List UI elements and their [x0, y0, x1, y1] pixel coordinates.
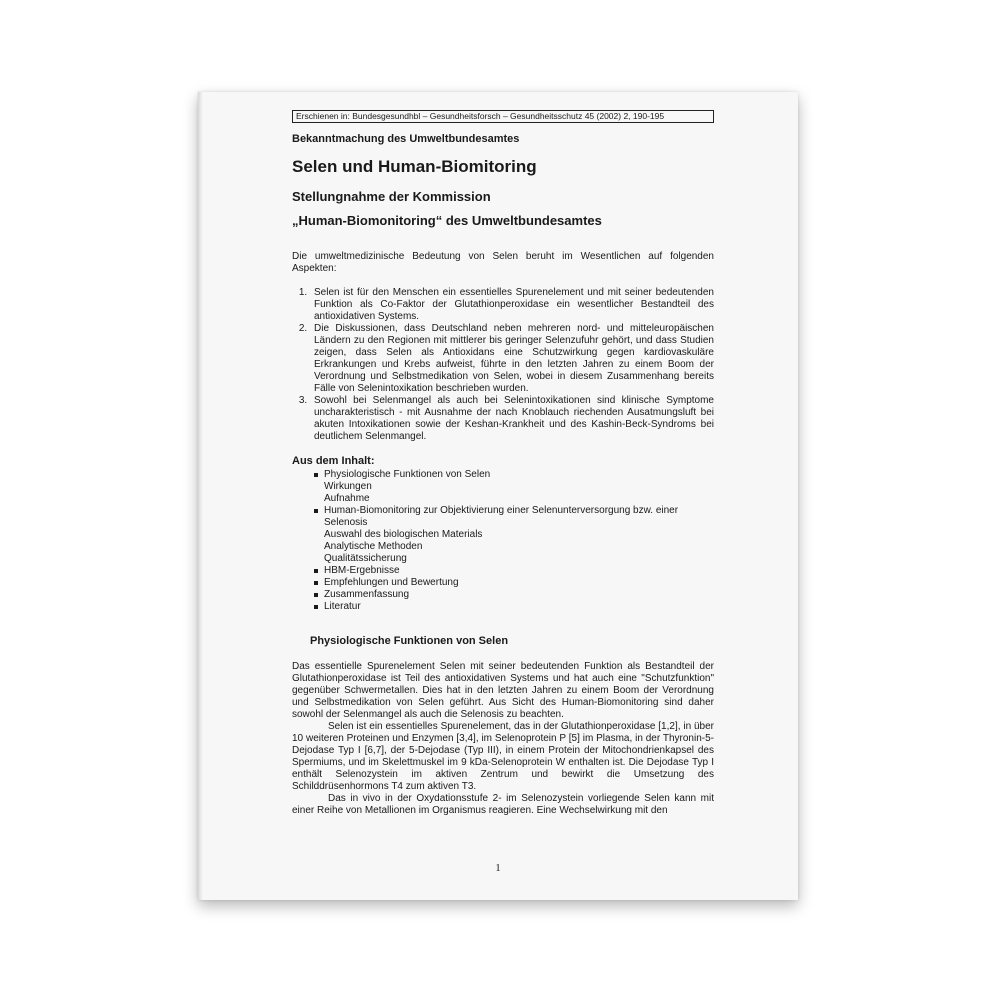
- contents-heading: Aus dem Inhalt:: [292, 455, 375, 467]
- contents-subitem: Aufnahme: [324, 493, 370, 504]
- document-page: [198, 92, 798, 900]
- aspect-item: 2. Die Diskussionen, dass Deutschland neben mehreren nord- und mitteleuropäischen Ländern zu den Regionen mit mittlerer bis geringer Selenzufuhr gehört, und dass Studien zeigen, dass Selen als Antioxidans eine Schutzwirkung gegen kardiovaskuläre Erkrankungen und Krebs aufweist, führte in den letzten Jahren zu einem Boom der Verordnung und Selbstmedikation von Selen, wobei in diesem Zusammenhang bereits Fälle von Selenintoxikation beschrieben wurden.: [310, 323, 714, 395]
- contents-item: [314, 565, 714, 577]
- contents-item: [314, 505, 714, 565]
- contents-item-label: HBM-Ergebnisse: [324, 565, 400, 576]
- body-paragraph: Das in vivo in der Oxydationsstufe 2- im Selenozystein vorliegende Selen kann mit einer Reihe von Metallionen im Organismus reagieren. Eine Wechselwirkung mit den: [292, 793, 714, 816]
- document-subtitle: Stellungnahme der Kommission: [292, 189, 491, 204]
- page-content: [292, 110, 714, 817]
- contents-subitem: Qualitätssicherung: [324, 553, 407, 564]
- document-subtitle-2: „Human-Biomonitoring“ des Umweltbundesamtes: [292, 213, 602, 228]
- contents-list: [292, 469, 714, 613]
- contents-item-label: Human-Biomonitoring zur Objektivierung einer Selenunterversorgung bzw. einer Selenosis: [324, 505, 679, 528]
- aspect-item: 1. Selen ist für den Menschen ein essentielles Spurenelement und mit seiner bedeutenden Funktion als Co-Faktor der Glutathionperoxidase ein wesentlicher Bestandteil des antioxidativen Systems.: [310, 287, 714, 323]
- contents-subitem: Analytische Methoden: [324, 541, 423, 552]
- contents-item-label: Physiologische Funktionen von Selen: [324, 469, 491, 480]
- contents-item: [314, 469, 714, 505]
- contents-item-label: Literatur: [324, 601, 361, 612]
- contents-subitem: Wirkungen: [324, 481, 372, 492]
- announcement-heading: Bekanntmachung des Umweltbundesamtes: [292, 133, 520, 145]
- contents-subitem: Auswahl des biologischen Materials: [324, 529, 483, 540]
- section-heading: Physiologische Funktionen von Selen: [310, 635, 509, 647]
- page-number: 1: [495, 862, 501, 874]
- contents-item-label: Empfehlungen und Bewertung: [324, 577, 459, 588]
- intro-paragraph: Die umweltmedizinische Bedeutung von Selen beruht im Wesentlichen auf folgenden Aspekten:: [292, 251, 714, 274]
- body-paragraph: Das essentielle Spurenelement Selen mit seiner bedeutenden Funktion als Bestandteil der Glutathionperoxidase ist Teil des antioxidativen Systems und hat auch eine "Schutzfunktion" gegenüber Schwermetallen. Dies hat in den letzten Jahren zu einem Boom der Verordnung und Selbstmedikation von Selen geführt. Aus Sicht des Human-Biomonitoring sind daher sowohl der Selenmangel als auch die Selenosis zu beachten.: [292, 661, 714, 720]
- publication-line: Erschienen in: Bundesgesundhbl – Gesundheitsforsch – Gesundheitsschutz 45 (2002) 2, 190-195: [292, 110, 714, 123]
- document-title: Selen und Human-Biomitoring: [292, 157, 537, 176]
- aspect-item: 3. Sowohl bei Selenmangel als auch bei Selenintoxikationen sind klinische Symptome uncharakteristisch - mit Ausnahme der nach Knoblauch riechenden Ausatmungsluft bei akuten Intoxikationen sowie der Keshan-Krankheit und des Kashin-Beck-Syndroms bei deutlichem Selenmangel.: [310, 395, 714, 443]
- aspects-list: [292, 287, 714, 443]
- contents-item: [314, 589, 714, 601]
- contents-item: [314, 601, 714, 613]
- contents-item-label: Zusammenfassung: [324, 589, 410, 600]
- body-paragraph: Selen ist ein essentielles Spurenelement, das in der Glutathionperoxidase [1,2], in über 10 weiteren Proteinen und Enzymen [3,4], im Selenoprotein P [5] im Plasma, in der Thyronin-5-Dejodase Typ I [6,7], der 5-Dejodase (Typ III), in einem Protein der Mitochondrienkapsel des Spermiums, und im Skelettmuskel im 9 kDa-Selenoprotein W enthalten ist. Die Dejodase Typ I enthält Selenozystein im aktiven Zentrum und bewirkt die Umsetzung des Schilddrüsenhormons T4 zum aktiven T3.: [292, 721, 714, 792]
- contents-item: [314, 577, 714, 589]
